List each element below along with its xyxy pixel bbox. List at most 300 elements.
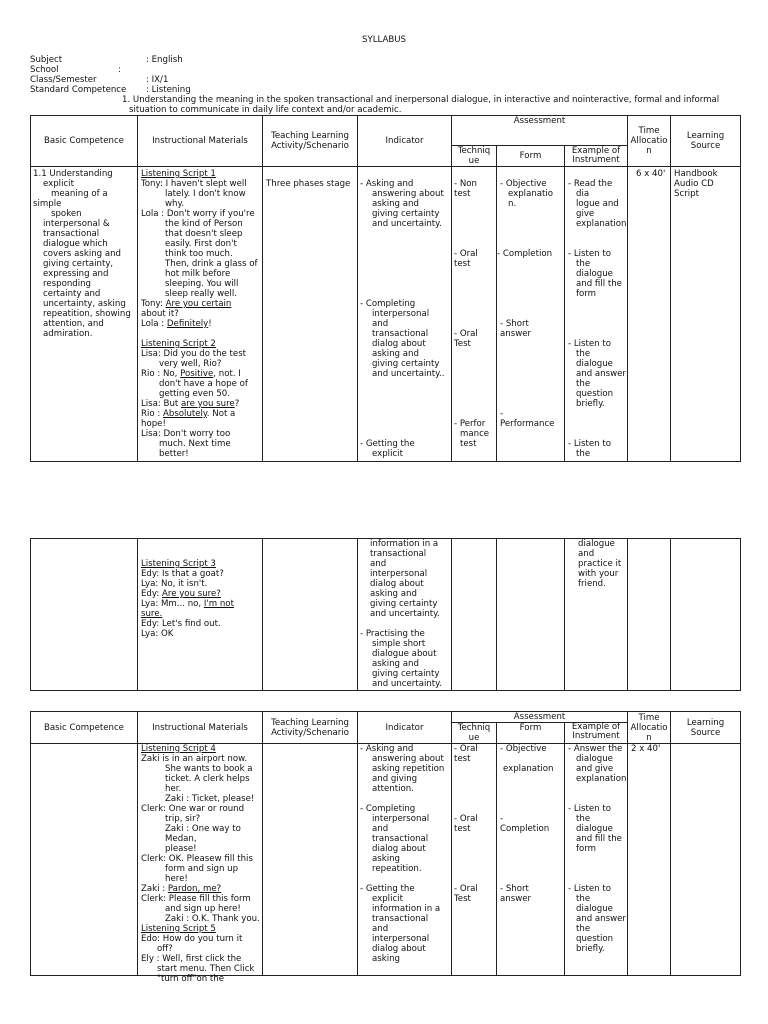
text-line: - Oral xyxy=(454,884,478,894)
text-line: asking xyxy=(372,954,401,964)
text-line: explicit xyxy=(372,449,403,459)
form-2: - Completion xyxy=(497,249,553,259)
activity-text: Three phases stage xyxy=(266,179,351,189)
materials-text xyxy=(141,169,263,459)
text-line: asking repetition xyxy=(372,764,445,774)
text-line: transactional xyxy=(370,549,427,559)
text-line: Test xyxy=(454,339,471,349)
text-line: Performance xyxy=(500,419,555,429)
text-line: question xyxy=(576,389,614,399)
col-form: Form xyxy=(497,723,565,744)
text-line: please! xyxy=(165,844,197,854)
header-label: School xyxy=(30,65,59,75)
text-line: Audio CD xyxy=(674,179,714,189)
text-line: - Listen to xyxy=(568,884,611,894)
text-line: dialog about xyxy=(370,579,424,589)
text-line: explicit xyxy=(43,179,74,189)
text-line: test xyxy=(454,189,471,199)
text-line: answer xyxy=(500,894,532,904)
script4-lines xyxy=(141,754,263,884)
text-line: and uncertainty. xyxy=(372,219,442,229)
example-1 xyxy=(578,539,628,589)
text-line: and answer xyxy=(576,369,626,379)
script-line: hope! xyxy=(141,419,166,429)
indicator-1 xyxy=(360,744,452,794)
indicator-cell xyxy=(358,167,452,462)
text-line: giving certainty, xyxy=(43,259,114,269)
th-line: Teaching Learning xyxy=(271,717,349,728)
text-line: and sign up here! xyxy=(165,904,241,914)
text-line: start menu. Then Click xyxy=(157,964,255,974)
text-line: - Listen to xyxy=(568,249,611,259)
text-line: answer xyxy=(500,329,532,339)
col-assessment: Assessment xyxy=(452,116,628,146)
text-line: answering about xyxy=(372,189,444,199)
example-4 xyxy=(568,439,628,459)
text-line: She wants to book a xyxy=(165,764,253,774)
text-line: repeatition, showing xyxy=(43,309,131,319)
form-cell xyxy=(497,167,565,462)
text-line: dialogue xyxy=(576,269,613,279)
script-line: Lisa: Don't worry too xyxy=(141,429,231,439)
speaker: Tony: xyxy=(141,299,166,309)
script-line: don't have a hope of xyxy=(159,379,248,389)
syllabus-table-2 xyxy=(30,538,741,691)
script-line: Lya: No, it isn't. xyxy=(141,579,208,589)
text-line: that doesn't sleep xyxy=(165,229,243,239)
text-line: interpersonal xyxy=(372,934,430,944)
text-line: Clerk: One war or round xyxy=(141,804,245,814)
text-line: asking xyxy=(372,854,401,864)
technique-2 xyxy=(454,249,478,269)
text-line: transactional xyxy=(372,914,429,924)
text-line: - Perfor xyxy=(454,419,486,429)
basic-competence-cell xyxy=(31,744,138,976)
materials-cell xyxy=(138,539,263,691)
indicator-3 xyxy=(360,884,452,964)
text-line: Zaki : O.K. Thank you. xyxy=(165,914,260,924)
text-line: test xyxy=(454,754,471,764)
form-3 xyxy=(500,884,531,904)
text-line: the xyxy=(576,379,591,389)
col-time: Time Allocatio n xyxy=(628,116,671,167)
text-line: sleeping. You will xyxy=(165,279,239,289)
text-line: expressing and xyxy=(43,269,109,279)
script-line xyxy=(141,299,263,309)
text-line: asking and xyxy=(372,349,419,359)
script5-lines xyxy=(141,934,263,984)
col-source: Learning Source xyxy=(671,116,741,167)
text-line: Test xyxy=(454,894,471,904)
time-text: 2 x 40' xyxy=(631,744,661,754)
text-line: explanation xyxy=(576,219,627,229)
text-line: Zaki : Ticket, please! xyxy=(165,794,255,804)
text-line: - Completing xyxy=(360,804,416,814)
text-line: Clerk: OK. Pleasew fill this xyxy=(141,854,253,864)
text-line: here! xyxy=(165,874,188,884)
source-cell xyxy=(671,167,741,462)
sc-line: 1. Understanding the meaning in the spoken transactional and inerpersonal dialogue, in interactive and nointeractive, formal and informal xyxy=(122,95,720,105)
indicator-cell xyxy=(358,539,452,691)
text-line: - Answer the xyxy=(568,744,623,754)
text-line: Zaki is in an airport now. xyxy=(141,754,248,764)
text-line: transactional xyxy=(43,229,100,239)
text-line: dialogue xyxy=(578,539,615,549)
indicator-1 xyxy=(370,539,452,619)
col-technique: Techniq ue xyxy=(452,146,497,167)
col-indicator: Indicator xyxy=(358,712,452,744)
example-cell xyxy=(565,539,628,691)
text-line: form xyxy=(576,289,597,299)
text-line: giving certainty xyxy=(370,599,438,609)
text-line: attention, and xyxy=(43,319,104,329)
text-line: interpersonal xyxy=(372,814,430,824)
text-line: dialogue xyxy=(576,754,613,764)
indicator-2 xyxy=(360,629,452,689)
script-line: getting even 50. xyxy=(159,389,231,399)
text-line: simple short xyxy=(372,639,426,649)
col-teaching-activity xyxy=(263,116,358,167)
text-line: why. xyxy=(165,199,185,209)
text-line: the kind of Person xyxy=(165,219,243,229)
script-title: Listening Script 5 xyxy=(141,924,216,934)
text-line: explanation xyxy=(576,774,627,784)
text-line: attention. xyxy=(372,784,414,794)
text-line: - Getting the xyxy=(360,884,415,894)
text-line: interpersonal xyxy=(372,309,430,319)
text-line: 1.1 Understanding xyxy=(33,169,113,179)
technique-cell xyxy=(452,744,497,976)
script-line xyxy=(141,409,263,419)
script-line: Edy: Is that a goat? xyxy=(141,569,224,579)
example-cell xyxy=(565,744,628,976)
speaker: Lya: Mm... no, xyxy=(141,599,204,609)
script-line: Lya: OK xyxy=(141,629,174,639)
script-line xyxy=(141,319,263,329)
standard-competence-text xyxy=(122,95,742,115)
text-line: test xyxy=(454,259,471,269)
text-line: Edo: How do you turn it xyxy=(141,934,243,944)
text-line: - Getting the xyxy=(360,439,415,449)
form-2b: Completion xyxy=(500,824,550,834)
punct: ! xyxy=(208,319,212,329)
speaker: Rio : No, xyxy=(141,369,181,379)
text-line: ticket. A clerk helps her. xyxy=(165,774,250,794)
materials-cell xyxy=(138,744,263,984)
text-line: Clerk: Please fill this form xyxy=(141,894,251,904)
text-line: and xyxy=(372,924,389,934)
indicator-cell xyxy=(358,744,452,976)
time-cell xyxy=(628,167,671,462)
text-line: simple xyxy=(33,199,62,209)
punct: ? xyxy=(234,399,240,409)
technique-2 xyxy=(454,814,478,834)
syllabus-table-3 xyxy=(30,711,741,984)
text-line: repeatition. xyxy=(372,864,422,874)
text-line: dialogue xyxy=(576,904,613,914)
text-line: Script xyxy=(674,189,699,199)
text-line: transactional xyxy=(372,329,429,339)
text-line: - Oral xyxy=(454,744,478,754)
source-cell xyxy=(671,744,741,976)
form-1a: - Objective xyxy=(500,744,547,754)
script-title: Listening Script 3 xyxy=(141,559,216,569)
indicator-2 xyxy=(360,299,452,379)
punct: . Not a xyxy=(206,409,236,419)
punct: , not. I xyxy=(213,369,241,379)
text-line: the xyxy=(576,924,591,934)
materials-text xyxy=(141,559,263,639)
text-line: trip, sir? xyxy=(165,814,201,824)
expression: Positive xyxy=(180,369,214,379)
header-value: : IX/1 xyxy=(146,75,169,85)
text-line: - xyxy=(500,409,504,419)
expression: Definitely xyxy=(166,319,209,329)
text-line: explanatio xyxy=(508,189,554,199)
script-line: Lisa: Did you do the test xyxy=(141,349,247,359)
example-1 xyxy=(568,744,628,784)
form-cell xyxy=(497,539,565,691)
text-line: and answer xyxy=(576,914,626,924)
example-cell xyxy=(565,167,628,462)
header-label: Standard Competence xyxy=(30,85,127,95)
script-title: Listening Script 1 xyxy=(141,169,216,179)
technique-3 xyxy=(454,884,478,904)
text-line: uncertainty, asking xyxy=(43,299,126,309)
text-line: covers asking and xyxy=(43,249,122,259)
text-line: lately. I don't know xyxy=(165,189,246,199)
text-line: and uncertainty. xyxy=(370,609,440,619)
materials-text xyxy=(141,744,263,984)
text-line: question xyxy=(576,934,614,944)
text-line: and give xyxy=(576,764,614,774)
text-line: giving certainty xyxy=(372,669,440,679)
speaker: Rio : xyxy=(141,409,163,419)
text-line: admiration. xyxy=(43,329,93,339)
col-form: Form xyxy=(497,146,565,167)
text-line: information in a xyxy=(370,539,439,549)
text-line: - Short xyxy=(500,884,529,894)
text-line: - Listen to xyxy=(568,439,611,449)
text-line: Zaki : One way to Medan, xyxy=(165,824,241,844)
text-line: spoken xyxy=(51,209,82,219)
col-indicator: Indicator xyxy=(358,116,452,167)
text-line: - Short xyxy=(500,319,529,329)
technique-1 xyxy=(454,179,477,199)
script-line: sure. xyxy=(141,609,163,619)
example-2 xyxy=(568,804,628,854)
document-title: SYLLABUS xyxy=(362,35,406,45)
speaker: Edy: xyxy=(141,589,162,599)
text-line: off? xyxy=(157,944,173,954)
script-line xyxy=(141,589,263,599)
text-line: "turn off"on the xyxy=(157,974,225,984)
time-cell xyxy=(628,539,671,691)
header-school xyxy=(30,65,121,75)
text-line: form xyxy=(576,844,597,854)
script-line xyxy=(141,599,263,609)
text-line: certainty and xyxy=(43,289,101,299)
text-line: giving certainty xyxy=(372,209,440,219)
text-line: easily. First don't xyxy=(165,239,237,249)
text-line: test xyxy=(454,824,471,834)
text-line: and fill the xyxy=(576,279,622,289)
text-line: n. xyxy=(508,199,517,209)
form-1 xyxy=(500,179,564,209)
text-line: Tony: I haven't slept well xyxy=(141,179,247,189)
source-cell xyxy=(671,539,741,691)
form-4 xyxy=(500,409,554,429)
expression: are you sure xyxy=(181,399,235,409)
text-line: - Objective xyxy=(500,179,547,189)
technique-4 xyxy=(454,419,489,449)
th-line: Activity/Schenario xyxy=(271,141,349,151)
script-line: very well, Rio? xyxy=(159,359,222,369)
text-line: answering about xyxy=(372,754,444,764)
text-line: and uncertainty. xyxy=(372,679,442,689)
text-line: - Asking and xyxy=(360,744,414,754)
text-line: - Oral xyxy=(454,814,478,824)
text-line: giving certainty xyxy=(372,359,440,369)
example-3 xyxy=(568,339,628,409)
text-line: asking and xyxy=(372,199,419,209)
expression: Are you certain xyxy=(165,299,232,309)
time-cell xyxy=(628,744,671,976)
text-line: hot milk before xyxy=(165,269,231,279)
speaker: Lola : xyxy=(141,319,167,329)
example-3 xyxy=(568,884,628,954)
indicator-1 xyxy=(360,179,452,229)
basic-competence-cell xyxy=(31,167,138,462)
script-line: better! xyxy=(159,449,189,459)
header-standard xyxy=(30,85,191,95)
text-line: Ely : Well, first click the xyxy=(141,954,242,964)
text-line: Handbook xyxy=(674,169,718,179)
col-instructional-materials: Instructional Materials xyxy=(138,116,263,167)
col-assessment: Assessment xyxy=(452,712,628,723)
script-line xyxy=(141,884,263,894)
script1-lines xyxy=(141,179,263,299)
header-value: : English xyxy=(146,55,183,65)
text-line: test xyxy=(460,439,477,449)
col-time: Time Allocatio n xyxy=(628,712,671,744)
expression: I'm not xyxy=(203,599,234,609)
text-line: asking and xyxy=(372,659,419,669)
text-line: asking and xyxy=(370,589,417,599)
technique-1 xyxy=(454,744,478,764)
activity-cell xyxy=(263,167,358,462)
col-example: Example of Instrument xyxy=(565,723,628,744)
header-label: Class/Semester xyxy=(30,75,97,85)
text-line: briefly. xyxy=(576,399,605,409)
form-1b: explanation xyxy=(503,764,554,774)
text-line: briefly. xyxy=(576,944,605,954)
text-line: the xyxy=(576,814,591,824)
form-3 xyxy=(500,319,531,339)
text-line: Lola : Don't worry if you're xyxy=(141,209,255,219)
activity-cell xyxy=(263,539,358,691)
script-line: Edy: Let's find out. xyxy=(141,619,221,629)
script-line xyxy=(141,399,263,409)
expression: Absolutely xyxy=(162,409,207,419)
text-line: dialogue xyxy=(576,824,613,834)
text-line: dialogue which xyxy=(43,239,108,249)
technique-cell xyxy=(452,539,497,691)
text-line: - Oral xyxy=(454,249,478,259)
col-instructional-materials: Instructional Materials xyxy=(138,712,263,744)
text-line: think too much. xyxy=(165,249,233,259)
col-teaching-activity xyxy=(263,712,358,744)
text-line: sleep really well. xyxy=(165,289,237,299)
text-line: information in a xyxy=(372,904,441,914)
text-line: give xyxy=(576,209,595,219)
technique-cell xyxy=(452,167,497,462)
script-line: about it? xyxy=(141,309,179,319)
text-line: transactional xyxy=(372,834,429,844)
sc-line: situation to communicate in daily life context and/or academic. xyxy=(129,105,402,115)
header-subject xyxy=(30,55,183,65)
script-title: Listening Script 2 xyxy=(141,339,216,349)
col-basic-competence: Basic Competence xyxy=(31,712,138,744)
text-line: - Listen to xyxy=(568,804,611,814)
script4-after xyxy=(141,894,263,924)
script-line: much. Next time xyxy=(159,439,231,449)
text-line: and uncertainty.. xyxy=(372,369,445,379)
script-line xyxy=(141,369,263,379)
text-line: - Listen to xyxy=(568,339,611,349)
text-line: mance xyxy=(460,429,490,439)
text-line: friend. xyxy=(578,579,606,589)
text-line: interpersonal xyxy=(370,569,428,579)
expression: Pardon, me? xyxy=(167,884,222,894)
text-line: the xyxy=(576,349,591,359)
materials-cell xyxy=(138,167,263,462)
text-line: meaning of a xyxy=(51,189,108,199)
header-label: Subject xyxy=(30,55,63,65)
text-line: interpersonal & xyxy=(43,219,110,229)
indicator-2 xyxy=(360,804,452,874)
text-line: the xyxy=(576,449,591,459)
header-value: : Listening xyxy=(146,85,191,95)
text-line: and xyxy=(372,319,389,329)
text-line: - Non xyxy=(454,179,477,189)
text-line: - Completing xyxy=(360,299,416,309)
text-line: the xyxy=(576,894,591,904)
text-line: and xyxy=(372,824,389,834)
text-line: and xyxy=(370,559,387,569)
text-line: dialog about xyxy=(372,844,426,854)
text-line: explicit xyxy=(372,894,403,904)
text-line: with your xyxy=(578,569,619,579)
activity-cell xyxy=(263,744,358,976)
text-line: - Asking and xyxy=(360,179,414,189)
header-value: : xyxy=(118,65,121,75)
text-line: the xyxy=(576,259,591,269)
expression: Are you sure? xyxy=(161,589,221,599)
syllabus-table-1 xyxy=(30,115,741,462)
header-class xyxy=(30,75,169,85)
example-1 xyxy=(568,179,628,229)
text-line: Then, drink a glass of xyxy=(165,259,258,269)
th-line: Teaching Learning xyxy=(271,131,349,141)
speaker: Zaki : xyxy=(141,884,168,894)
text-line: dialog about xyxy=(372,339,426,349)
text-line: form and sign up xyxy=(165,864,239,874)
technique-3 xyxy=(454,329,478,349)
basic-competence-text xyxy=(33,169,137,339)
text-line: dia xyxy=(576,189,590,199)
text-line: dialog about xyxy=(372,944,426,954)
